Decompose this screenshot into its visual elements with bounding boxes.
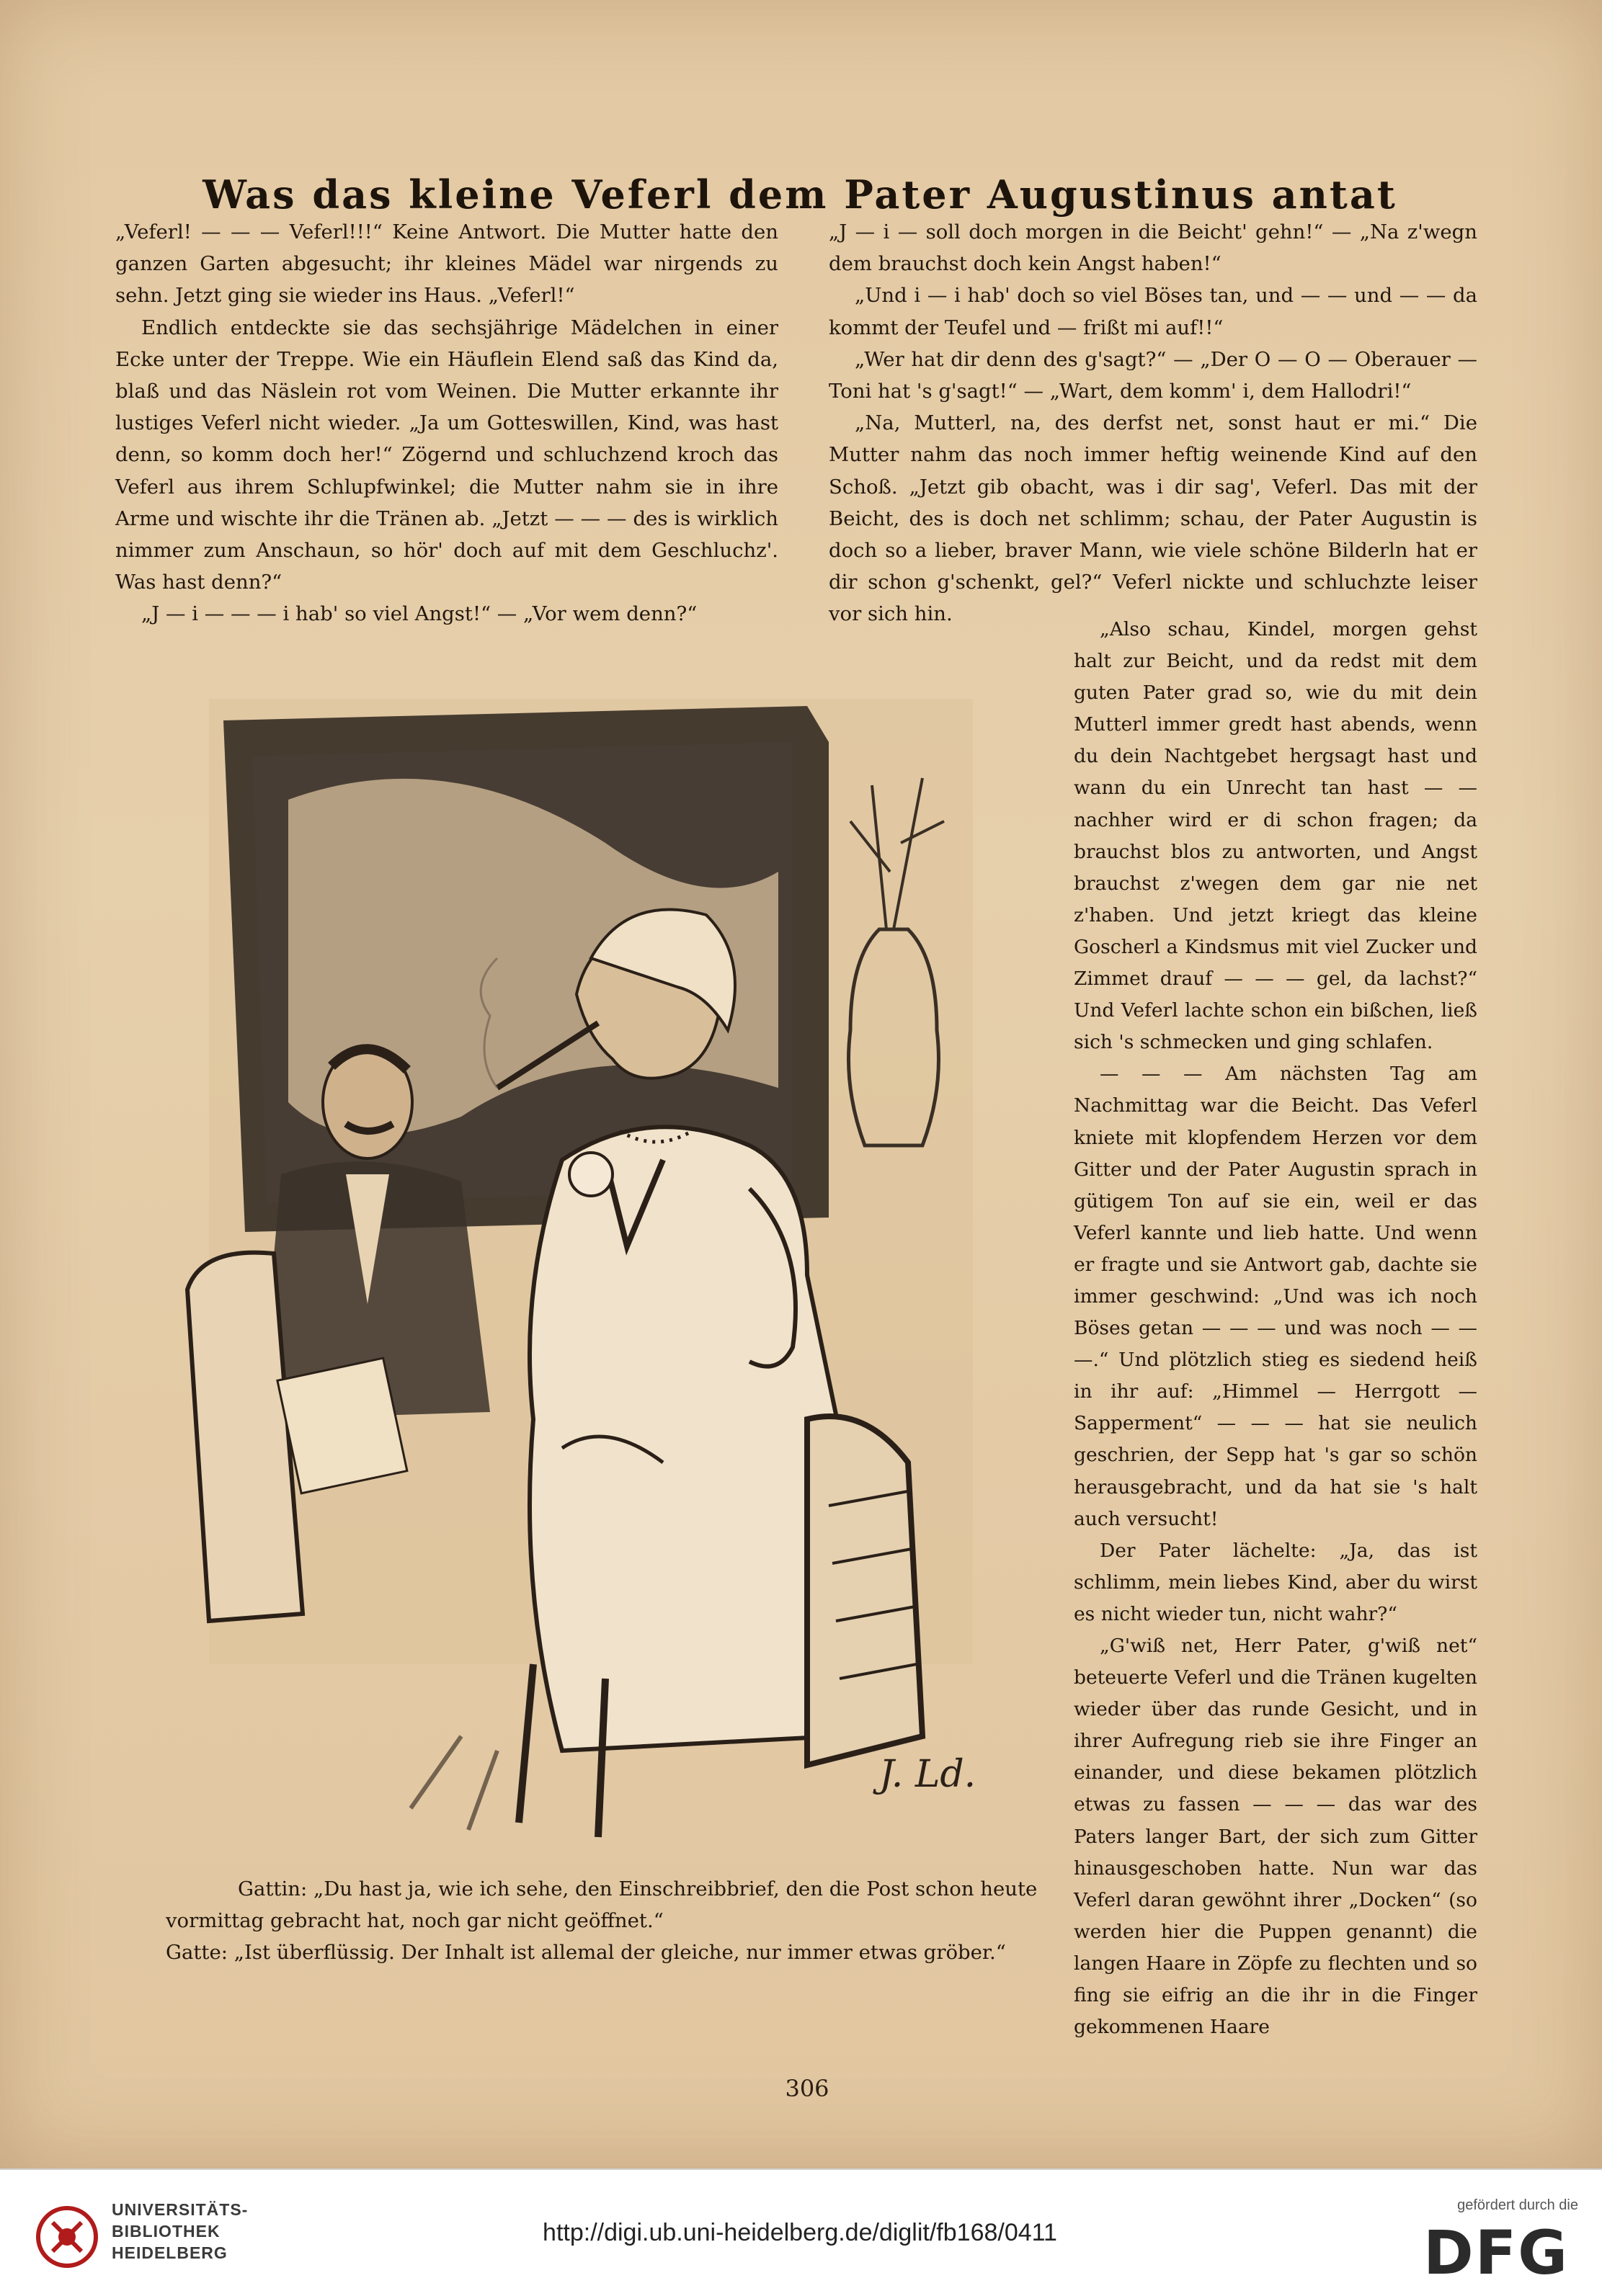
university-logo-icon (35, 2205, 99, 2269)
sponsor-note: gefördert durch die (1457, 2197, 1578, 2213)
paragraph: „G'wiß net, Herr Pater, g'wiß net“ beteuerte Veferl und die Tränen kugelten wieder über das runde Gesicht, und in ihrer Aufregung rieb sie ihre Finger an einander, und diese bekamen plötzlich etwas zu fassen — — — das war des Paters langer Bart, der sich zum Gitter hinausgeschoben hatte. Nun war das Veferl daran gewöhnt ihrer „Docken“ (so werden hier die Puppen genannt) die langen Haare in Zöpfe zu flechten und so fing sie eifrig an die ihr in die Finger gekommenen Haare (1074, 1635, 1477, 2039)
paragraph: „J — i — soll doch morgen in die Beicht' gehn!“ — „Na z'wegn dem brauchst doch kein Angst haben!“ (829, 220, 1477, 276)
signature: J. Ld. (879, 1753, 976, 1796)
cartoon-caption (166, 1873, 1045, 1968)
right-text-column-top (829, 216, 1477, 630)
paragraph: Endlich entdeckte sie das sechsjährige Mädelchen in einer Ecke unter der Treppe. Wie ein Häuflein Elend saß das Kind da, blaß und das Näslein rot vom Weinen. Die Mutter erkannte ihr lustiges Veferl nicht wieder. „Ja um Gotteswillen, Kind, was hast denn, so komm doch her!“ Zögernd und schluchzend kroch das Veferl aus ihrem Schlupfwinkel; die Mutter nahm sie in ihre Arme und wischte ihr die Tränen ab. „Jetzt — — — des is wirklich nimmer zum Anschaun, so hör' doch auf mit dem Geschluchz'. Was hast denn?“ (115, 316, 778, 594)
page-number: 306 (785, 2075, 829, 2102)
right-text-column-narrow (1074, 614, 1477, 2043)
university-logo-text[interactable]: UNIVERSITÄTS- BIBLIOTHEK HEIDELBERG (112, 2200, 249, 2262)
paragraph: „Na, Mutterl, na, des derfst net, sonst haut er mi.“ Die Mutter nahm das noch immer heftig weinende Kind auf den Schoß. „Jetzt gib obacht, was i dir sag', Veferl. Das mit der Beicht, des is doch net schlimm; schau, der Pater Augustin is doch so a lieber, braver Mann, wie viele schöne Bilderln hat er dir schon g'schenkt, gel?“ Veferl nickte und schluchzte leiser vor sich hin. (829, 411, 1477, 626)
paragraph: „Also schau, Kindel, morgen gehst halt zur Beicht, und da redst mit dem guten Pater grad so, wie du mit dein Mutterl immer gredt hast abends, wenn du dein Nachtgebet hergsagt hast und wann du ein Unrecht tan hast — — nachher wird er di schon fragen; da brauchst blos zu antworten, und Angst brauchst z'wegen dem gar nie net z'haben. Und jetzt kriegt das kleine Goscherl a Kindsmus mit viel Zucker und Zimmet drauf — — — gel, da lachst?“ Und Veferl lachte schon ein bißchen, ließ sich 's schmecken und ging schlafen. (1074, 618, 1477, 1054)
footer-bar (0, 2168, 1602, 2296)
paragraph: „Wer hat dir denn des g'sagt?“ — „Der O — O — Oberauer — Toni hat 's g'sagt!“ — „Wart, dem komm' i, dem Hallodri!“ (829, 347, 1477, 403)
cartoon-illustration (159, 656, 1009, 1844)
paragraph: Der Pater lächelte: „Ja, das ist schlimm, mein liebes Kind, aber du wirst es nicht wieder tun, nicht wahr?“ (1074, 1539, 1477, 1625)
dfg-logo[interactable]: DFG (1423, 2217, 1570, 2288)
caption-line: Gattin: „Du hast ja, wie ich sehe, den Einschreibbrief, den die Post schon heute vormittag gebracht hat, noch gar nicht geöffnet.“ (166, 1877, 1038, 1932)
source-url-link[interactable]: http://digi.ub.uni-heidelberg.de/diglit/fb168/0411 (543, 2219, 1057, 2246)
caption-line: Gatte: „Ist überflüssig. Der Inhalt ist allemal der gleiche, nur immer etwas gröber.“ (166, 1941, 1006, 1964)
left-text-column (115, 216, 778, 630)
paragraph: „Veferl! — — — Veferl!!!“ Keine Antwort. Die Mutter hatte den ganzen Garten abgesucht; ihr kleines Mädel war nirgends zu sehn. Jetzt ging sie wieder ins Haus. „Veferl!“ (115, 220, 778, 308)
paragraph: „J — i — — — i hab' so viel Angst!“ — „Vor wem denn?“ (141, 602, 698, 626)
paragraph: — — — Am nächsten Tag am Nachmittag war die Beicht. Das Veferl kniete mit klopfendem Herzen vor dem Gitter und der Pater Augustin sprach in gütigem Ton auf sie ein, weil er das Veferl kannte und lieb hatte. Und wenn er fragte und sie Antwort gab, dachte sie immer geschwind: „Und was ich noch Böses getan — — — und was noch — — —.“ Und plötzlich stieg es siedend heiß in ihr auf: „Himmel — Herrgott — Sapperment“ — — — hat sie neulich geschrien, der Sepp hat 's gar so schön herausgebracht, und da hat sie 's halt auch versucht! (1074, 1063, 1477, 1530)
article-title: Was das kleine Veferl dem Pater Augustinus antat (203, 171, 1397, 218)
paragraph: „Und i — i hab' doch so viel Böses tan, und — — und — — da kommt der Teufel und — frißt mi auf!!“ (829, 284, 1477, 339)
